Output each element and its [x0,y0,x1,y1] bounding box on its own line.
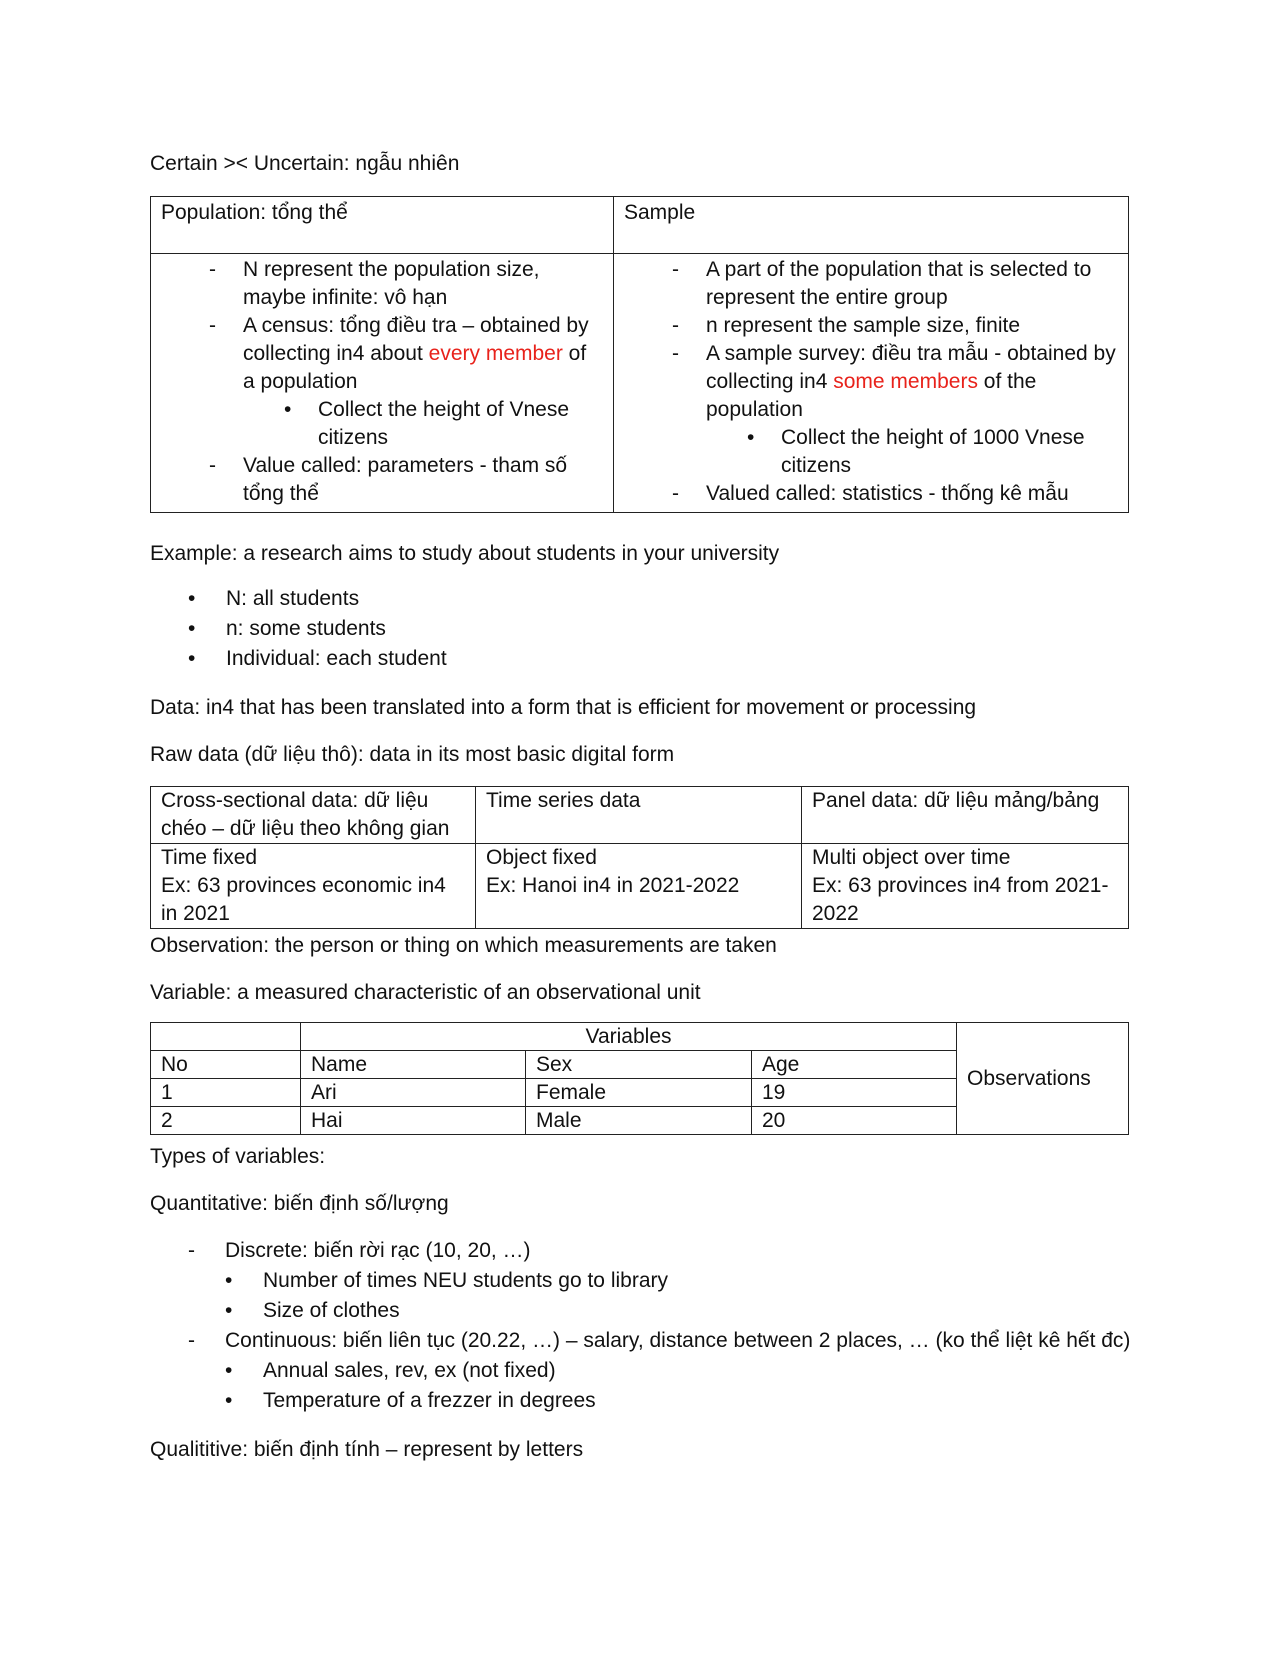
data-types-table [150,786,1129,929]
list-item: • Temperature of a frezzer in degrees [225,1389,596,1412]
sample-subitem: • Collect the height of 1000 Vnese citizens [747,426,1085,477]
population-item: - N represent the population size, maybe infinite: vô hạn [209,258,540,309]
sample-item: - n represent the sample size, finite [672,314,1020,337]
column-header-name: Name [301,1051,526,1079]
list-item: • Number of times NEU students go to library [225,1269,668,1292]
population-item: - A census: tổng điều tra – obtained by collecting in4 about every member of a population [209,314,589,393]
sample-item: - A part of the population that is selected to represent the entire group [672,258,1092,309]
highlight-every-member: every member [428,342,563,365]
panel-data-cell: Multi object over time Ex: 63 provinces in4 from 2021-2022 [802,844,1129,929]
empty-cell [151,1023,301,1051]
cross-sectional-cell: Time fixed Ex: 63 provinces economic in4 in 2021 [151,844,476,929]
population-sample-table [150,196,1129,513]
column-header-no: No [151,1051,301,1079]
list-item: • Individual: each student [188,647,447,670]
data-definition: Data: in4 that has been translated into a form that is efficient for movement or processing [150,696,977,719]
example-bullet-list [150,584,447,674]
quantitative-heading: Quantitative: biến định số/lượng [150,1192,449,1215]
table-row: 1 Ari Female 19 [151,1079,1129,1107]
quantitative-list [150,1236,1130,1416]
list-item: • n: some students [188,617,386,640]
sample-item: - A sample survey: điều tra mẫu - obtained by collecting in4 some members of the population [672,342,1116,421]
population-cell [151,254,614,513]
list-item: • Size of clothes [225,1299,400,1322]
sample-cell [614,254,1129,513]
continuous-item: - Continuous: biến liên tục (20.22, …) – salary, distance between 2 places, … (ko thể liệt kê hết đc) [188,1329,1131,1352]
column-header-sex: Sex [526,1051,752,1079]
variables-header: Variables [301,1023,957,1051]
qualitative-heading: Qualititive: biến định tính – represent by letters [150,1438,584,1461]
sample-item: - Valued called: statistics - thống kê mẫu [672,482,1069,505]
list-item: • Annual sales, rev, ex (not fixed) [225,1359,556,1382]
table-row: 2 Hai Male 20 [151,1107,1129,1135]
types-of-variables-heading: Types of variables: [150,1145,326,1168]
variables-table [150,1022,1129,1135]
heading-certain-uncertain: Certain >< Uncertain: ngẫu nhiên [150,152,460,175]
cross-sectional-header: Cross-sectional data: dữ liệu chéo – dữ liệu theo không gian [151,787,476,844]
panel-data-header: Panel data: dữ liệu mảng/bảng [802,787,1129,844]
population-header: Population: tổng thể [151,197,614,254]
population-item: - Value called: parameters - tham số tổng thể [209,454,568,505]
list-item: • N: all students [188,587,360,610]
observations-label: Observations [957,1023,1129,1135]
sample-header: Sample [614,197,1129,254]
highlight-some-members: some members [833,370,978,393]
time-series-cell: Object fixed Ex: Hanoi in4 in 2021-2022 [476,844,802,929]
example-text: Example: a research aims to study about students in your university [150,542,780,565]
observation-definition: Observation: the person or thing on which measurements are taken [150,934,777,957]
raw-data-definition: Raw data (dữ liệu thô): data in its most basic digital form [150,743,675,766]
variable-definition: Variable: a measured characteristic of an observational unit [150,981,701,1004]
time-series-header: Time series data [476,787,802,844]
column-header-age: Age [752,1051,957,1079]
population-subitem: • Collect the height of Vnese citizens [284,398,569,449]
discrete-item: - Discrete: biến rời rạc (10, 20, …) [188,1239,531,1262]
